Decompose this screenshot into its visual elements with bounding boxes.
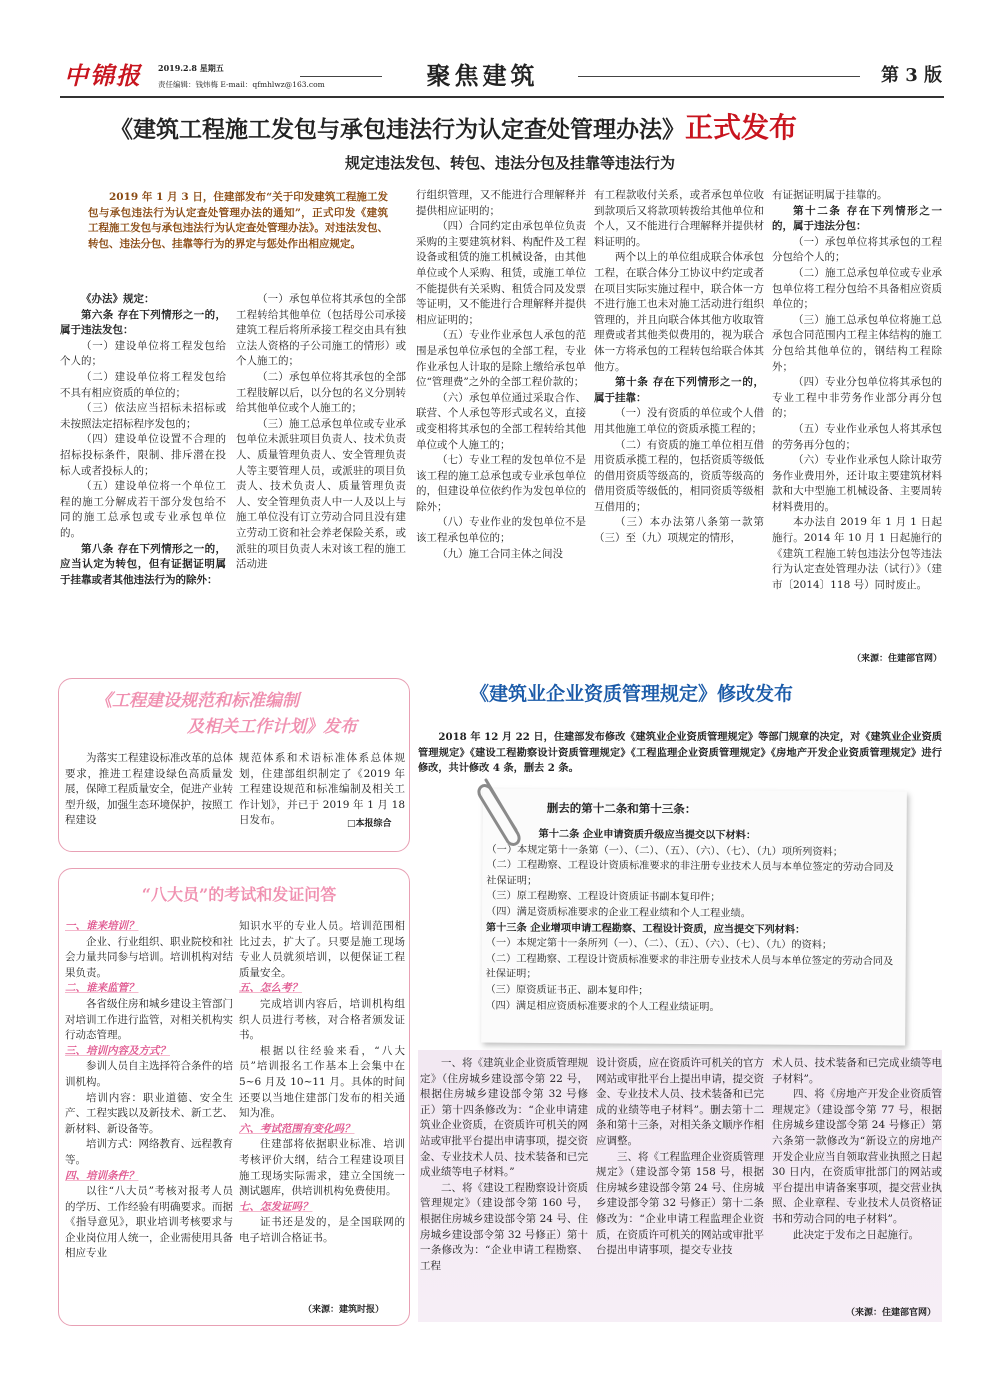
paragraph: （三）施工总承包单位或专业承包单位未派驻项目负责人、技术负责人、质量管理负责人、安全管理负责人等主要管理人员，或派驻的项目负责人、技术负责人、质量管理负责人、安全管理负责人中一人及以上与施工单位没有订立劳动合同且没有建立劳动工资和社会养老保险关系，或派驻的项目负责人未对该工程的施工活动进 — [236, 417, 406, 571]
qa-answer: 培训方式：网络教育、远程教育等。 — [65, 1138, 233, 1166]
paragraph: （一）建设单位将工程发包给个人的； — [60, 339, 226, 368]
qa-answer: 证书还是发的，是全国联网的电子培训合格证书。 — [239, 1216, 405, 1244]
article-heading: 《办法》规定： — [81, 293, 155, 305]
deleted-article-item: （一）本规定第十一条所列（一）、（二）、（五）、（六）、（七）、（九）的资料； — [485, 937, 833, 952]
eight-staff-qa-title: “八大员”的考试和发证问答 — [141, 885, 337, 904]
deleted-article-item: （四）满足资质标准要求的企业工程业绩和个人工程业绩。 — [485, 906, 751, 920]
article1-title-emph: 正式发布 — [685, 111, 798, 144]
article2-lead: 2018 年 12 月 22 日，住建部发布修改《建筑业企业资质管理规定》等部门规章的决定，对《建筑业企业资质管理规定》《建设工程勘察设计资质管理规定》《工程监理企业资质管理规定》《房地产开发企业资质管理规定》进行修改，共计修改 4 条，删去 2 条。 — [418, 731, 942, 775]
article2-source: （来源：住建部官网） — [846, 1308, 937, 1318]
paragraph: 此决定于发布之日起施行。 — [793, 1228, 919, 1241]
qa-question: 一、谁来培训？ — [65, 920, 139, 932]
article1-source: （来源：住建部官网） — [852, 654, 943, 664]
eight-staff-qa-box — [58, 868, 410, 1326]
article1-column-3 — [416, 188, 586, 662]
standards-plan-title-line1: 《工程建设规范和标准编制 — [95, 691, 299, 711]
paragraph: 三、将《工程监理企业资质管理规定》（建设部令第 158 号，根据住房城乡建设部令第 24 号、住房城乡建设部令第 32 号修正）第十二条修改为：“企业申请工程监理企业资质，在资质许可机关的网站或审批平台提出申请事项，提交专业技 — [596, 1150, 764, 1257]
qa-question: 五、怎么考？ — [239, 982, 302, 995]
qa-question: 七、怎发证吗？ — [239, 1200, 313, 1213]
paragraph: （六）专业作业承包人除计取劳务作业费用外，还计取主要建筑材料款和大中型施工机械设备、主要周转材料费用的。 — [772, 454, 942, 513]
article-heading: 第六条 存在下列情形之一的，属于违法发包： — [60, 308, 226, 337]
paragraph: 一、将《建筑业企业资质管理规定》（住房城乡建设部令第 22 号，根据住房城乡建设部令第 32 号修正）第十四条修改为：“企业申请建筑业企业资质，在资质许可机关的网站或审批平台提出申请事项，提交资金、专业技术人员、技术装备和已完成业绩等电子材料。” — [420, 1057, 588, 1179]
paragraph: 有工程款收付关系，或者承包单位收到款项后又将款项转拨给其他单位和个人，又不能进行合理解释并提供材料证明的。 — [594, 189, 764, 248]
paragraph: （六）承包单位通过采取合作、联营、个人承包等形式或名义，直接或变相将其承包的全部工程转给其他单位或个人施工的； — [416, 391, 586, 451]
paragraph: 行组织管理，又不能进行合理解释并提供相应证明的； — [416, 189, 586, 217]
paragraph: （三）依法应当招标未招标或未按照法定招标程序发包的； — [60, 402, 226, 430]
paragraph: （五）专业作业承包人将其承包的劳务再分包的； — [772, 422, 942, 451]
qa-answer: 住建部将依据职业标准、培训考核评价大纲，结合工程建设项目施工现场实际需求，建立全国统一测试题库，供培训机构免费使用。 — [239, 1138, 405, 1198]
qa-answer: 完成培训内容后，培训机构组织人员进行考核，对合格者颁发证书。 — [239, 997, 405, 1042]
header-bottom-rule — [60, 96, 944, 98]
header-rule-left — [300, 76, 382, 77]
qa-answer: 培训内容：职业道德、安全生产、工程实践以及新技术、新工艺、新材料、新设备等。 — [65, 1091, 233, 1135]
qa-question: 三、培训内容及方式？ — [65, 1044, 170, 1057]
paragraph: （二）建设单位将工程发包给不具有相应资质的单位的； — [60, 370, 226, 399]
paragraph: （一）承包单位将其承包的全部工程转给其他单位（包括母公司承接建筑工程后将所承接工程交由具有独立法人资格的子公司施工的情形）或个人施工的； — [236, 293, 406, 368]
paragraph: （四）建设单位设置不合理的招标投标条件，限制、排斥潜在投标人或者投标人的； — [60, 433, 226, 477]
deleted-article-item: （二）工程勘察、工程设计资质标准要求的非注册专业技术人员与本单位签定的劳动合同及社保证明； — [485, 953, 894, 981]
deleted-articles-heading: 删去的第十二条和第十三条： — [546, 800, 697, 817]
issue-date: 2019.2.8 星期五 — [158, 63, 224, 73]
paragraph: 两个以上的单位组成联合体承包工程，在联合体分工协议中约定或者在项目实际实施过程中，联合体一方不进行施工也未对施工活动进行组织管理的，并且向联合体其他方收取管理费或者其他类似费用的，视为联合体一方将承包的工程转包给联合体其他方。 — [594, 251, 764, 373]
qa-question: 二、谁来监管？ — [65, 982, 139, 995]
standards-plan-box — [58, 678, 410, 852]
article1-column-2 — [236, 292, 406, 662]
paragraph: （三）本办法第八条第一款第（三）至（九）项规定的情形， — [594, 516, 764, 545]
deleted-article-item: （三）原资质证书正、副本复印件； — [485, 984, 649, 997]
article-heading: 第十二条 存在下列情形之一的，属于违法分包： — [772, 204, 942, 233]
masthead-logo: 中锦报 — [64, 61, 142, 90]
paragraph: 本办法自 2019 年 1 月 1 日起施行。2014 年 10 月 1 日起施行的《建筑工程施工转包违法分包等违法行为认定查处管理办法（试行）》（建市〔2014〕118 号）同时废止。 — [772, 516, 942, 591]
section-title: 聚焦建筑 — [426, 61, 539, 90]
paragraph: （二）承包单位将其承包的全部工程肢解以后，以分包的名义分别转给其他单位或个人施工的； — [236, 370, 406, 415]
paragraph: （三）施工总承包单位将施工总承包合同范围内工程主体结构的施工分包给其他单位的，钢结构工程除外； — [772, 313, 942, 373]
article2-column-1 — [420, 1056, 588, 1322]
qa-answer: 以往“八大员”考核对报考人员的学历、工作经验有明确要求。而据《指导意见》，职业培训考核要求与企业岗位用人统一，企业需使用具备相应专业 — [65, 1185, 233, 1260]
eight-staff-qa-source: （来源：建筑时报） — [303, 1305, 385, 1315]
article1-column-1 — [60, 292, 226, 662]
qa-answer: 参训人员自主选择符合条件的培训机构。 — [65, 1060, 233, 1088]
paperclip-icon — [470, 770, 540, 854]
eight-staff-qa-column-2 — [239, 919, 405, 1303]
header-rule-right — [578, 76, 860, 77]
paragraph: 四、将《房地产开发企业资质管理规定》（建设部令第 77 号，根据住房城乡建设部令第 24 号修正）第六条第一款修改为“新设立的房地产开发企业应当自领取营业执照之日起 30 日内，在资质审批部门的网站或平台提出申请备案事项，提交营业执照、企业章程、专业技术人员资格证书和劳动合同的电子材料”。 — [772, 1088, 942, 1225]
qa-answer: 根据以往经验来看，“八大员”培训报名工作基本上会集中在 5~6 月及 10~11 月。具体的时间还要以当地住建部门发布的相关通知为准。 — [239, 1044, 405, 1120]
deleted-article-item: （四）满足相应资质标准要求的个人工程业绩证明。 — [485, 1000, 720, 1013]
paragraph: （二）有资质的施工单位相互借用资质承揽工程的，包括资质等级低的借用资质等级高的，资质等级高的借用资质等级低的，相同资质等级相互借用的； — [594, 438, 764, 513]
qa-answer: 企业、行业组织、职业院校和社会力量共同参与培训。培训机构对结果负责。 — [65, 935, 233, 979]
paragraph: 设计资质，应在资质许可机关的官方网站或审批平台上提出申请，提交资金、专业技术人员、技术装备和已完成的业绩等电子材料”。删去第十二条和第十三条，对相关条文顺序作相应调整。 — [596, 1057, 764, 1147]
deleted-article-heading: 第十二条 企业申请资质升级应当提交以下材料： — [538, 827, 757, 842]
article-heading: 第十条 存在下列情形之一的，属于挂靠： — [594, 376, 764, 404]
article2-column-2 — [596, 1056, 764, 1322]
article1-lead: 2019 年 1 月 3 日，住建部发布“关于印发建筑工程施工发包与承包违法行为认定查处管理办法的通知”，正式印发《建筑工程施工发包与承包违法行为认定查处管理办法》。对违法发包、转包、违法分包、挂靠等行为的界定与惩处作出相应规定。 — [88, 191, 388, 250]
paragraph: （一）承包单位将其承包的工程分包给个人的； — [772, 235, 942, 264]
qa-question: 四、培训条件？ — [65, 1169, 139, 1182]
paragraph: 术人员、技术装备和已完成业绩等电子材料”。 — [772, 1057, 942, 1085]
deleted-articles-body — [485, 827, 900, 1042]
editor-info: 责任编辑：钱炜梅 E-mail：qfmhlwz@163.com — [158, 80, 325, 89]
article1-title — [110, 108, 940, 148]
deleted-article-item: （二）工程勘察、工程设计资质标准要求的非注册专业技术人员与本单位签定的劳动合同及社保证明； — [486, 859, 894, 887]
standards-plan-source: □本报综合 — [347, 819, 392, 829]
article-heading: 第八条 存在下列情形之一的，应当认定为转包，但有证据证明属于挂靠或者其他违法行为的除外： — [60, 542, 226, 586]
deleted-article-heading: 第十三条 企业增项申请工程勘察、工程设计资质，应当提交下列材料： — [485, 921, 806, 936]
deleted-article-item: （三）原工程勘察、工程设计资质证书副本复印件； — [486, 890, 721, 904]
page-number: 第 3 版 — [880, 65, 942, 86]
article1-column-5 — [772, 188, 942, 648]
paragraph: （一）没有资质的单位或个人借用其他施工单位的资质承揽工程的； — [594, 407, 764, 435]
deleted-articles-note — [481, 789, 907, 1046]
standards-plan-column-2: 规范体系和术语标准体系总体规划，住建部组织制定了《2019 年工程建设规范和标准编制及相关工作计划》，并已于 2019 年 1 月 18 日发布。 — [239, 752, 405, 827]
paragraph: （二）施工总承包单位或专业承包单位将工程分包给不具备相应资质单位的； — [772, 266, 942, 311]
article2-title: 《建筑业企业资质管理规定》修改发布 — [470, 683, 794, 705]
standards-plan-title-line2: 及相关工作计划》发布 — [187, 717, 357, 737]
article1-subtitle: 规定违法发包、转包、违法分包及挂靠等违法行为 — [345, 154, 676, 172]
standards-plan-column-1: 为落实工程建设标准改革的总体要求，推进工程建设绿色高质量发展，保障工程质量安全，促进产业转型升级，加强生态环境保护，按照工程建设 — [65, 752, 233, 827]
deleted-article-item: （一）本规定第十一条第（一）、（二）、（五）、（六）、（七）、（九）项所列资料； — [486, 844, 843, 858]
article2-column-3 — [772, 1056, 942, 1306]
qa-answer: 各省级住房和城乡建设主管部门对培训工作进行监管，对相关机构实行动态管理。 — [65, 997, 233, 1042]
qa-answer: 知识水平的专业人员。培训范围相比过去，扩大了。只要是施工现场专业人员就须培训，以便保证工程质量安全。 — [239, 920, 405, 979]
paragraph: （七）专业工程的发包单位不是该工程的施工总承包或专业承包单位的，但建设单位依约作为发包单位的除外； — [416, 454, 586, 513]
paragraph: （五）专业作业承包人承包的范围是承包单位承包的全部工程，专业作业承包人计取的是除上缴给承包单位“管理费”之外的全部工程价款的； — [416, 329, 586, 389]
paragraph: （八）专业作业的发包单位不是该工程承包单位的； — [416, 516, 586, 545]
paragraph: 有证据证明属于挂靠的。 — [772, 189, 888, 201]
paragraph: 二、将《建设工程勘察设计资质管理规定》（建设部令第 160 号，根据住房城乡建设部令第 24 号、住房城乡建设部令第 32 号修正）第十一条修改为：“企业申请工程勘察、工程 — [420, 1181, 588, 1272]
article1-column-4 — [594, 188, 764, 662]
qa-question: 六、考试范围有变化吗？ — [239, 1122, 355, 1135]
paragraph: （五）建设单位将一个单位工程的施工分解成若干部分发包给不同的施工总承包或专业承包单位的。 — [60, 480, 226, 539]
paragraph: （四）专业分包单位将其承包的专业工程中非劳务作业部分再分包的； — [772, 376, 942, 420]
paragraph: （四）合同约定由承包单位负责采购的主要建筑材料、构配件及工程设备或租赁的施工机械设备，由其他单位或个人采购、租赁，或施工单位不能提供有关采购、租赁合同及发票等证明，又不能进行合理解释并提供相应证明的； — [416, 220, 586, 326]
eight-staff-qa-column-1 — [65, 919, 233, 1321]
paragraph: （九）施工合同主体之间没 — [437, 547, 563, 560]
article1-title-main: 《建筑工程施工发包与承包违法行为认定查处管理办法》 — [110, 116, 685, 143]
